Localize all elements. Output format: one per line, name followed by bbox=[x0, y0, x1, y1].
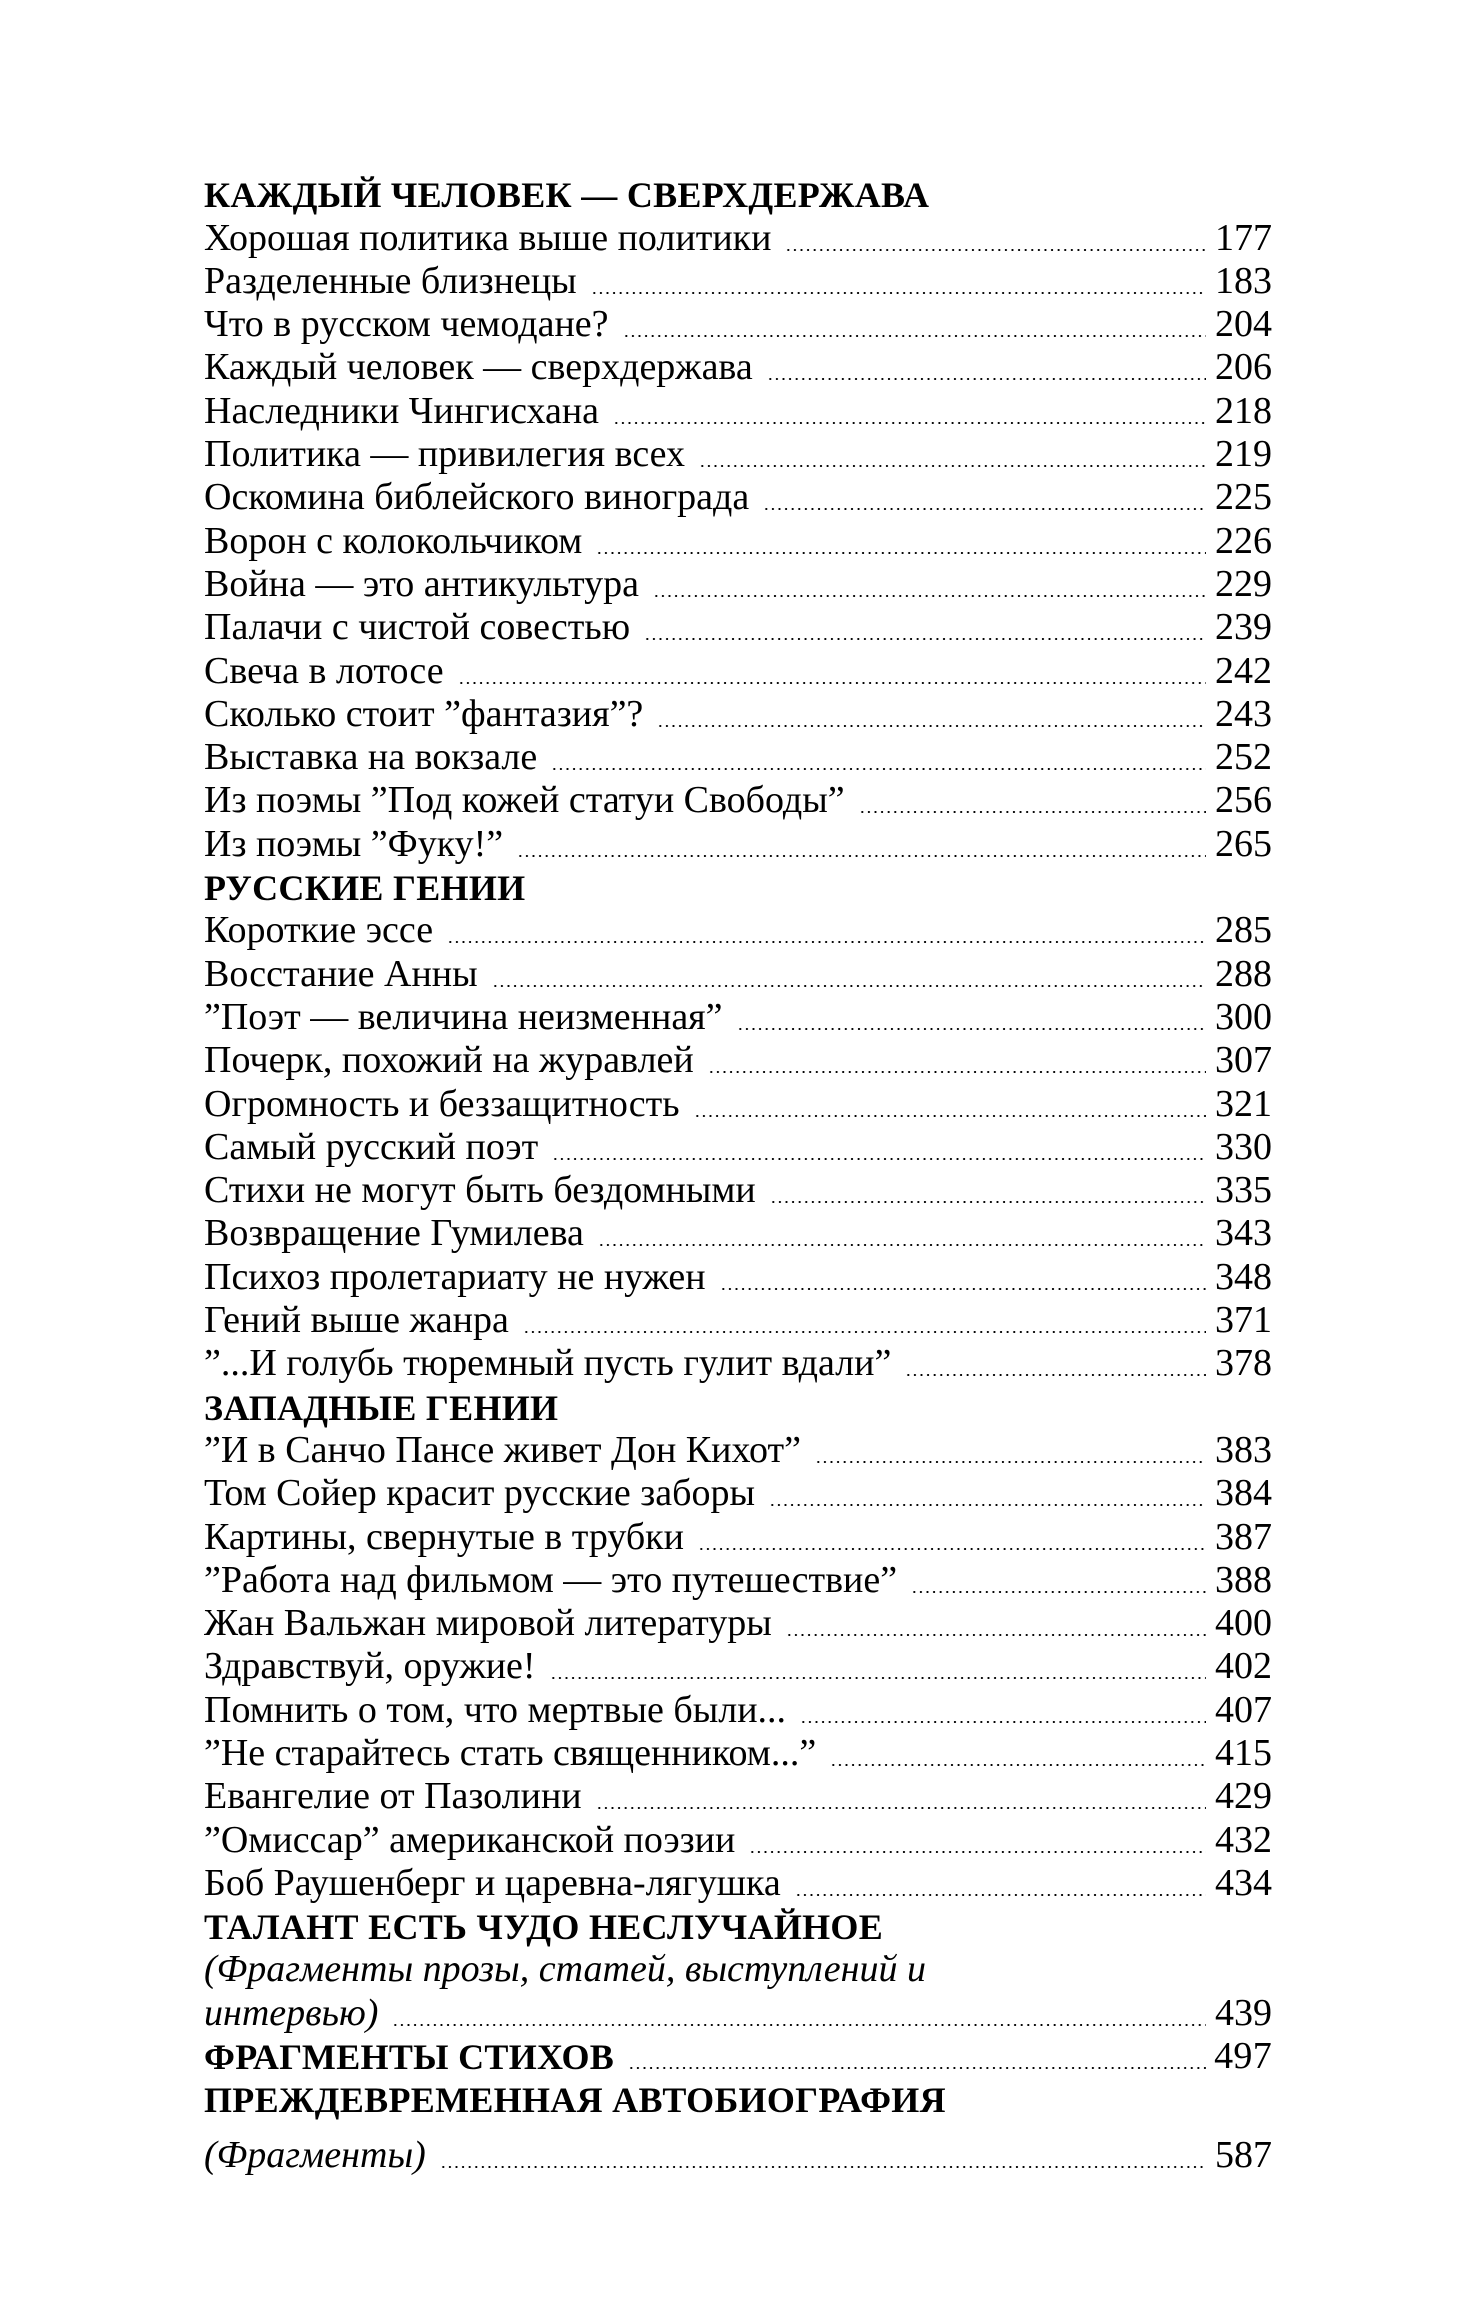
toc-entry[interactable] bbox=[204, 993, 1272, 1036]
entry-title: Оскомина библейского винограда bbox=[204, 476, 750, 519]
entry-page-number: 429 bbox=[1215, 1775, 1272, 1818]
entry-page-number: 387 bbox=[1215, 1515, 1272, 1558]
entry-page-number: 265 bbox=[1215, 822, 1272, 865]
entry-page-number: 407 bbox=[1215, 1688, 1272, 1731]
entry-title: Огромность и беззащитность bbox=[204, 1082, 680, 1125]
toc-entry[interactable] bbox=[204, 1642, 1272, 1688]
dot-leader bbox=[815, 1461, 1206, 1463]
entry-page-number: 229 bbox=[1215, 562, 1272, 605]
entry-title: ”Не старайтесь стать священником...” bbox=[204, 1731, 817, 1774]
entry-page-number: 400 bbox=[1215, 1602, 1272, 1645]
toc-entry[interactable] bbox=[204, 1469, 1272, 1515]
dot-leader bbox=[905, 1374, 1206, 1376]
entry-page-number: 434 bbox=[1215, 1861, 1272, 1904]
entry-title: ”Работа над фильмом — это путешествие” bbox=[204, 1558, 898, 1601]
entry-page-number: 242 bbox=[1215, 649, 1272, 692]
entry-page-number: 497 bbox=[1214, 2035, 1272, 2078]
toc-entry[interactable] bbox=[204, 1123, 1272, 1166]
entry-title: Восстание Анны bbox=[204, 952, 478, 995]
toc-entry[interactable] bbox=[204, 2118, 1272, 2177]
toc-entry[interactable] bbox=[204, 1252, 1272, 1298]
dot-leader bbox=[708, 1071, 1206, 1073]
entry-page-number: 285 bbox=[1215, 909, 1272, 952]
toc-entry[interactable] bbox=[204, 1296, 1272, 1342]
toc-entry[interactable] bbox=[204, 516, 1272, 562]
dot-leader bbox=[517, 855, 1206, 857]
dot-leader bbox=[644, 638, 1206, 640]
toc-entry[interactable] bbox=[204, 690, 1272, 733]
toc-entry[interactable] bbox=[204, 1512, 1272, 1558]
toc-entry[interactable] bbox=[204, 819, 1272, 865]
entry-page-number: 321 bbox=[1215, 1082, 1272, 1125]
entry-title: Наследники Чингисхана bbox=[204, 389, 600, 432]
dot-leader bbox=[698, 1548, 1206, 1550]
entry-page-number: 432 bbox=[1215, 1818, 1272, 1861]
dot-leader bbox=[492, 985, 1206, 987]
toc-entry[interactable] bbox=[204, 1209, 1272, 1255]
dot-leader bbox=[769, 1504, 1206, 1506]
toc-entry[interactable] bbox=[204, 1815, 1272, 1861]
section-entries bbox=[204, 213, 1272, 865]
entry-title: ФРАГМЕНТЫ СТИХОВ bbox=[204, 2037, 615, 2078]
entry-title: ”...И голубь тюремный пусть гулит вдали” bbox=[204, 1342, 892, 1385]
entry-page-number: 371 bbox=[1215, 1299, 1272, 1342]
entry-page-number: 384 bbox=[1215, 1472, 1272, 1515]
dot-leader bbox=[551, 768, 1206, 770]
dot-leader bbox=[763, 508, 1206, 510]
entry-title: Из поэмы ”Под кожей статуи Свободы” bbox=[204, 779, 845, 822]
section-entries bbox=[204, 1426, 1272, 1902]
dot-leader bbox=[737, 1028, 1206, 1030]
entry-page-number: 226 bbox=[1215, 519, 1272, 562]
entry-title: (Фрагменты) bbox=[204, 2134, 426, 2177]
toc-entry[interactable] bbox=[204, 473, 1272, 519]
entry-page-number: 343 bbox=[1215, 1212, 1272, 1255]
toc-entry[interactable] bbox=[204, 776, 1272, 822]
toc-entry[interactable] bbox=[204, 1772, 1272, 1818]
dot-leader bbox=[859, 811, 1206, 813]
dot-leader bbox=[628, 2067, 1206, 2069]
toc-entry[interactable] bbox=[204, 1988, 1272, 2034]
entry-title: Война — это антикультура bbox=[204, 562, 640, 605]
section-heading-text: ПРЕЖДЕВРЕМЕННАЯ АВТОБИОГРАФИЯ bbox=[204, 2080, 946, 2121]
entry-page-number: 218 bbox=[1215, 389, 1272, 432]
toc-entry[interactable] bbox=[204, 257, 1272, 300]
entry-page-number: 243 bbox=[1215, 692, 1272, 735]
section-heading bbox=[204, 170, 1272, 216]
entry-page-number: 348 bbox=[1215, 1255, 1272, 1298]
entry-page-number: 388 bbox=[1215, 1558, 1272, 1601]
dot-leader bbox=[785, 249, 1206, 251]
dot-leader bbox=[550, 1677, 1206, 1679]
dot-leader bbox=[613, 422, 1206, 424]
entry-page-number: 206 bbox=[1215, 346, 1272, 389]
entry-title: Сколько стоит ”фантазия”? bbox=[204, 692, 644, 735]
section-heading-text: КАЖДЫЙ ЧЕЛОВЕК — СВЕРХДЕРЖАВА bbox=[204, 175, 930, 216]
entry-page-number: 252 bbox=[1215, 736, 1272, 779]
section-heading-text: ТАЛАНТ ЕСТЬ ЧУДО НЕСЛУЧАЙНОЕ bbox=[204, 1907, 884, 1948]
entry-title: интервью) bbox=[204, 1991, 379, 2034]
dot-leader bbox=[596, 1807, 1206, 1809]
toc-entry[interactable] bbox=[204, 1036, 1272, 1082]
toc-entry[interactable] bbox=[204, 560, 1272, 603]
dot-leader bbox=[770, 1201, 1206, 1203]
entry-title: Боб Раушенберг и царевна-лягушка bbox=[204, 1861, 781, 1904]
toc-entry[interactable] bbox=[204, 386, 1272, 432]
toc-entry[interactable] bbox=[204, 733, 1272, 779]
entry-title: Здравствуй, оружие! bbox=[204, 1645, 536, 1688]
dot-leader bbox=[458, 682, 1206, 684]
dot-leader bbox=[911, 1591, 1206, 1593]
entry-title: Каждый человек — сверхдержава bbox=[204, 346, 753, 389]
section-heading bbox=[204, 2075, 1272, 2121]
entry-title: Гений выше жанра bbox=[204, 1299, 509, 1342]
entry-title: ”Омиссар” американской поэзии bbox=[204, 1818, 736, 1861]
entry-title: Палачи с чистой совестью bbox=[204, 606, 631, 649]
section-heading-text: РУССКИЕ ГЕНИИ bbox=[204, 868, 526, 909]
dot-leader bbox=[694, 1115, 1206, 1117]
toc-entry[interactable] bbox=[204, 949, 1272, 995]
entry-title: ”Поэт — величина неизменная” bbox=[204, 995, 723, 1038]
entry-title: Возвращение Гумилева bbox=[204, 1212, 584, 1255]
dot-leader bbox=[720, 1288, 1206, 1290]
toc-entry[interactable] bbox=[204, 1339, 1272, 1385]
dot-leader bbox=[447, 941, 1206, 943]
entry-page-number: 183 bbox=[1215, 259, 1272, 302]
toc-entry[interactable] bbox=[204, 430, 1272, 476]
dot-leader bbox=[598, 1244, 1206, 1246]
entry-title: Что в русском чемодане? bbox=[204, 303, 609, 346]
entry-title: Свеча в лотосе bbox=[204, 649, 444, 692]
entry-page-number: 439 bbox=[1215, 1991, 1272, 2034]
toc-entry[interactable] bbox=[204, 1859, 1272, 1902]
entry-title: Картины, свернутые в трубки bbox=[204, 1515, 684, 1558]
entry-page-number: 402 bbox=[1215, 1645, 1272, 1688]
entry-title: Разделенные близнецы bbox=[204, 259, 577, 302]
dot-leader bbox=[392, 2024, 1206, 2026]
entry-page-number: 307 bbox=[1215, 1039, 1272, 1082]
entry-title: Почерк, похожий на журавлей bbox=[204, 1039, 694, 1082]
dot-leader bbox=[767, 378, 1206, 380]
toc-entry[interactable] bbox=[204, 1599, 1272, 1645]
entry-page-number: 300 bbox=[1215, 995, 1272, 1038]
entry-title: Из поэмы ”Фуку!” bbox=[204, 822, 504, 865]
entry-title: Ворон с колокольчиком bbox=[204, 519, 583, 562]
entry-page-number: 330 bbox=[1215, 1125, 1272, 1168]
toc-entry[interactable] bbox=[204, 1426, 1272, 1469]
toc-entry[interactable] bbox=[204, 603, 1272, 649]
dot-leader bbox=[623, 335, 1206, 337]
entry-page-number: 288 bbox=[1215, 952, 1272, 995]
toc-entry[interactable] bbox=[204, 300, 1272, 346]
entry-title: Помнить о том, что мертвые были... bbox=[204, 1688, 787, 1731]
dot-leader bbox=[800, 1721, 1206, 1723]
entry-title: Короткие эссе bbox=[204, 909, 434, 952]
entry-title: Евангелие от Пазолини bbox=[204, 1775, 582, 1818]
dot-leader bbox=[523, 1331, 1206, 1333]
entry-page-number: 225 bbox=[1215, 476, 1272, 519]
toc-entry[interactable] bbox=[204, 646, 1272, 692]
toc-entry[interactable] bbox=[204, 1729, 1272, 1772]
entry-title: Психоз пролетариату не нужен bbox=[204, 1255, 706, 1298]
section-subtitle-text: (Фрагменты прозы, статей, выступлений и bbox=[204, 1948, 927, 1991]
dot-leader bbox=[657, 725, 1206, 727]
entry-title: Политика — привилегия всех bbox=[204, 433, 686, 476]
toc-entry[interactable] bbox=[204, 343, 1272, 389]
entry-page-number: 177 bbox=[1215, 216, 1272, 259]
entry-page-number: 378 bbox=[1215, 1342, 1272, 1385]
dot-leader bbox=[591, 292, 1206, 294]
entry-page-number: 219 bbox=[1215, 433, 1272, 476]
toc-entry[interactable] bbox=[204, 1556, 1272, 1599]
dot-leader bbox=[795, 1894, 1206, 1896]
dot-leader bbox=[596, 552, 1206, 554]
toc-entry[interactable] bbox=[204, 1166, 1272, 1212]
dot-leader bbox=[830, 1764, 1206, 1766]
section-subtitle bbox=[204, 1945, 1272, 1991]
entry-page-number: 383 bbox=[1215, 1428, 1272, 1471]
entry-title: Выставка на вокзале bbox=[204, 736, 538, 779]
entry-page-number: 239 bbox=[1215, 606, 1272, 649]
dot-leader bbox=[440, 2166, 1206, 2168]
entry-title: ”И в Санчо Пансе живет Дон Кихот” bbox=[204, 1428, 801, 1471]
entry-page-number: 587 bbox=[1215, 2134, 1272, 2177]
section-heading bbox=[204, 863, 1272, 909]
section-entries bbox=[204, 906, 1272, 1385]
toc-entry[interactable] bbox=[204, 1685, 1272, 1731]
entry-title: Самый русский поэт bbox=[204, 1125, 539, 1168]
section-heading bbox=[204, 1902, 1272, 1948]
entry-page-number: 256 bbox=[1215, 779, 1272, 822]
entry-page-number: 204 bbox=[1215, 303, 1272, 346]
entry-page-number: 415 bbox=[1215, 1731, 1272, 1774]
dot-leader bbox=[552, 1158, 1206, 1160]
toc-entry[interactable] bbox=[204, 906, 1272, 952]
toc-entry[interactable] bbox=[204, 2032, 1272, 2078]
entry-title: Жан Вальжан мировой литературы bbox=[204, 1602, 772, 1645]
dot-leader bbox=[749, 1851, 1206, 1853]
section-heading bbox=[204, 1382, 1272, 1428]
entry-title: Хорошая политика выше политики bbox=[204, 216, 772, 259]
toc-entry[interactable] bbox=[204, 213, 1272, 259]
entry-title: Стихи не могут быть бездомными bbox=[204, 1169, 756, 1212]
dot-leader bbox=[653, 595, 1206, 597]
dot-leader bbox=[786, 1634, 1206, 1636]
entry-title: Том Сойер красит русские заборы bbox=[204, 1472, 755, 1515]
toc-entry[interactable] bbox=[204, 1079, 1272, 1125]
dot-leader bbox=[699, 465, 1206, 467]
table-of-contents bbox=[204, 170, 1272, 2177]
section-heading-text: ЗАПАДНЫЕ ГЕНИИ bbox=[204, 1387, 559, 1428]
entry-page-number: 335 bbox=[1215, 1169, 1272, 1212]
